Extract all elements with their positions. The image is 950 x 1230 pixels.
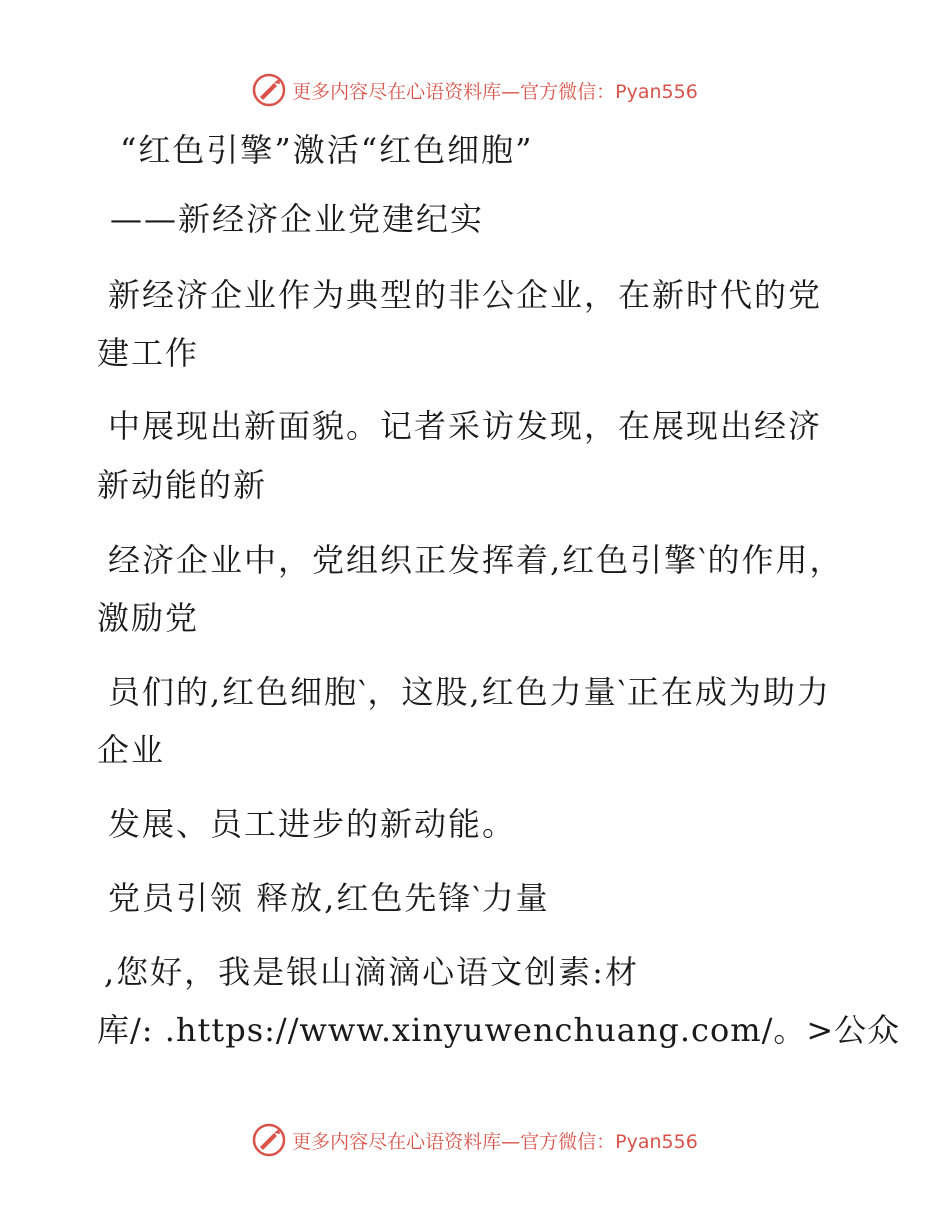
text-line: 激励党: [97, 599, 200, 637]
watermark-text: 更多内容尽在心语资料库—官方微信：Pyan556: [292, 80, 698, 103]
text-line: 企业: [97, 731, 166, 769]
document-subtitle: ——新经济企业党建纪实: [110, 200, 485, 238]
text-line: 中展现出新面貌。记者采访发现，在展现出经济: [108, 407, 823, 445]
text-line-url: 库/: .https://www.xinyuwenchuang.com/。>公众: [97, 1011, 901, 1049]
watermark-banner-bottom: [0, 1120, 950, 1160]
text-line: 发展、员工进步的新动能。: [108, 805, 517, 843]
text-line: 建工作: [97, 334, 200, 372]
section-heading: 党员引领 释放,红色先锋‵力量: [108, 879, 550, 917]
text-line: 员们的,红色细胞‵，这股,红色力量‵正在成为助力: [108, 673, 831, 711]
quill-logo-icon: [252, 73, 286, 107]
watermark-text: 更多内容尽在心语资料库—官方微信：Pyan556: [292, 1130, 698, 1153]
quill-logo-icon: [252, 1123, 286, 1157]
text-line: 新经济企业作为典型的非公企业，在新时代的党: [108, 276, 823, 314]
text-line: 新动能的新: [97, 466, 268, 504]
text-line: ,您好，我是银山滴滴心语文创素:材: [104, 953, 639, 991]
document-title: “红色引擎”激活“红色细胞”: [120, 131, 534, 169]
text-line: 经济企业中，党组织正发挥着,红色引擎‵的作用，: [108, 541, 844, 579]
watermark-banner-top: [0, 70, 950, 110]
